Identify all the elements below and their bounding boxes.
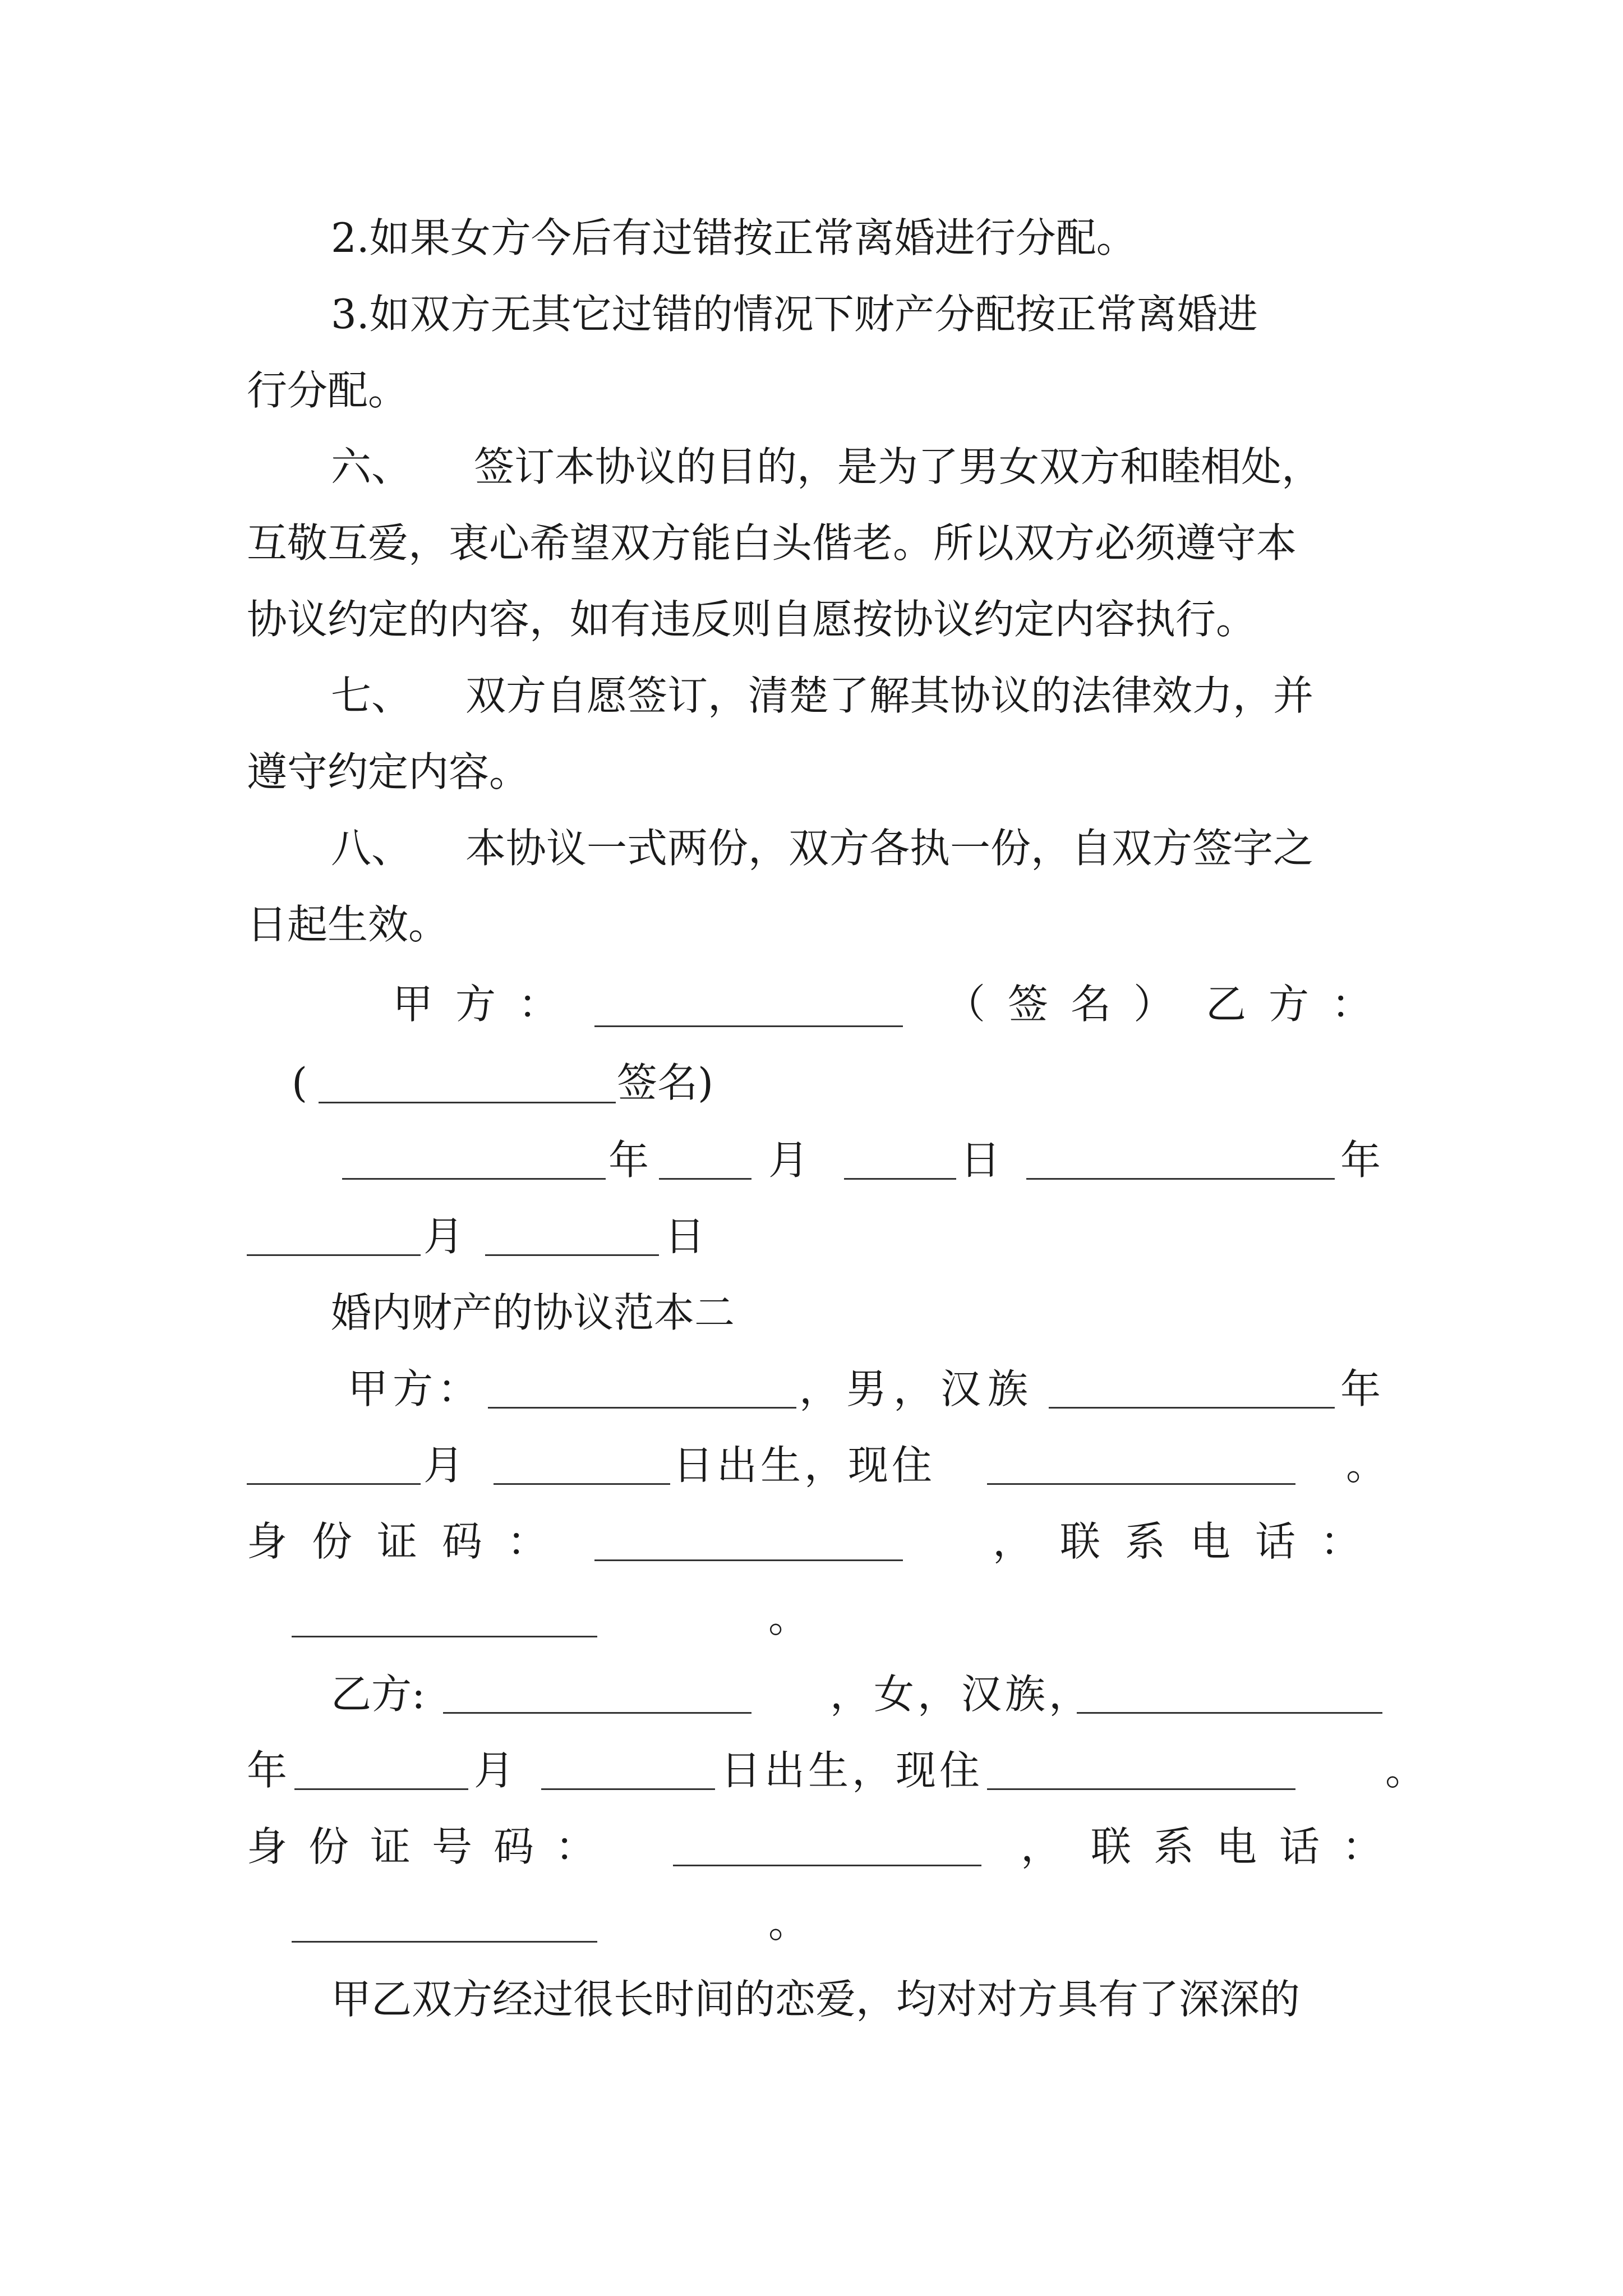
party-a-birth-day-blank[interactable] [494,1483,670,1485]
party-a-id-label: 身份证码： [247,1518,573,1565]
paren-open: ( [292,1059,308,1106]
clause-3-cont: 行分配。 [247,367,409,414]
clause-seven-number: 七、 [331,672,412,719]
party-b-address-blank[interactable] [987,1788,1295,1790]
party-a-info-label: 甲方： [348,1365,483,1412]
party-a-name-blank[interactable] [488,1407,796,1409]
party-b-id-blank[interactable] [673,1865,981,1866]
party-b-id-comma: ， [1021,1823,1062,1870]
month-label-b: 月 [423,1213,464,1260]
party-b-phone-end: 。 [768,1899,809,1947]
clause-seven-cont: 遵守约定内容。 [247,748,530,795]
month-label-a: 月 [768,1137,809,1184]
clause-six-number: 六、 [331,443,412,490]
party-b-birth-month-blank[interactable] [294,1788,468,1790]
party-a-id-comma: ， [993,1518,1034,1565]
party-b-info-label: 乙方: [331,1671,426,1718]
party-a-address-blank[interactable] [987,1483,1295,1485]
clause-3: 3.如双方无其它过错的情况下财产分配按正常离婚进 [331,291,1258,338]
clause-eight-text: 本协议一式两份，双方各执一份，自双方签字之 [465,825,1314,872]
party-b-extra-blank[interactable] [1077,1712,1382,1714]
party-a-birth-month-blank[interactable] [247,1483,421,1485]
date-month-blank-b[interactable] [247,1254,421,1256]
party-a-label: 甲方： [393,981,582,1028]
party-a-address-period: 。 [1346,1442,1387,1489]
party-b-born-label: 日出生，现住 [721,1747,984,1794]
party-a-phone-end: 。 [768,1594,809,1641]
clause-six-cont-2: 协议约定的内容，如有违反则自愿按协议约定内容执行。 [247,596,1257,643]
party-a-phone-blank[interactable] [292,1636,597,1637]
party-a-born-label: 日出生，现住 [673,1442,936,1489]
party-a-month-label: 月 [423,1442,464,1489]
year-label-a: 年 [608,1137,649,1184]
party-b-month-label: 月 [474,1747,515,1794]
date-year-blank-a[interactable] [342,1178,606,1180]
clause-seven-text: 双方自愿签订，清楚了解其协议的法律效力，并 [465,672,1314,719]
date-day-blank-a[interactable] [844,1178,956,1180]
date-year-blank-b[interactable] [1026,1178,1335,1180]
clause-six-cont-1: 互敬互爱，衷心希望双方能白头偕老。所以双方必须遵守本 [247,519,1297,567]
party-b-label: 乙方： [1206,981,1395,1028]
sign-label: （签名） [945,981,1197,1028]
party-b-birth-day-blank[interactable] [541,1788,715,1790]
clause-eight-number: 八、 [331,825,412,872]
day-label-a: 日 [960,1137,1001,1184]
section-title: 婚内财产的协议范本二 [331,1289,735,1336]
party-b-gender: ，女，汉族， [830,1671,1093,1718]
party-a-birth-year-blank[interactable] [1049,1407,1335,1409]
party-a-id-blank[interactable] [594,1559,903,1561]
year-label-b: 年 [1340,1137,1381,1184]
sign-label-2: 签名) [617,1059,714,1106]
party-b-year-label: 年 [247,1747,288,1794]
day-label-b: 日 [665,1213,706,1260]
party-a-year-label: 年 [1340,1365,1381,1412]
closing-paragraph: 甲乙双方经过很长时间的恋爱，均对对方具有了深深的 [331,1976,1301,2023]
party-a-gender: ，男，汉族 [799,1365,1035,1412]
party-b-signature-blank[interactable] [319,1102,616,1103]
clause-eight-cont: 日起生效。 [247,901,449,948]
party-a-phone-label: 联系电话： [1060,1518,1386,1565]
date-day-blank-b[interactable] [485,1254,659,1256]
party-b-address-period: 。 [1385,1747,1426,1794]
party-b-id-label: 身份证号码： [247,1823,617,1870]
date-month-blank-a[interactable] [659,1178,751,1180]
party-a-signature-blank[interactable] [594,1025,903,1027]
party-b-phone-label: 联系电话： [1091,1823,1405,1870]
clause-six-text: 签订本协议的目的，是为了男女双方和睦相处， [474,443,1322,490]
clause-2: 2.如果女方今后有过错按正常离婚进行分配。 [331,214,1137,261]
party-b-phone-blank[interactable] [292,1941,597,1943]
party-b-name-blank[interactable] [443,1712,751,1714]
